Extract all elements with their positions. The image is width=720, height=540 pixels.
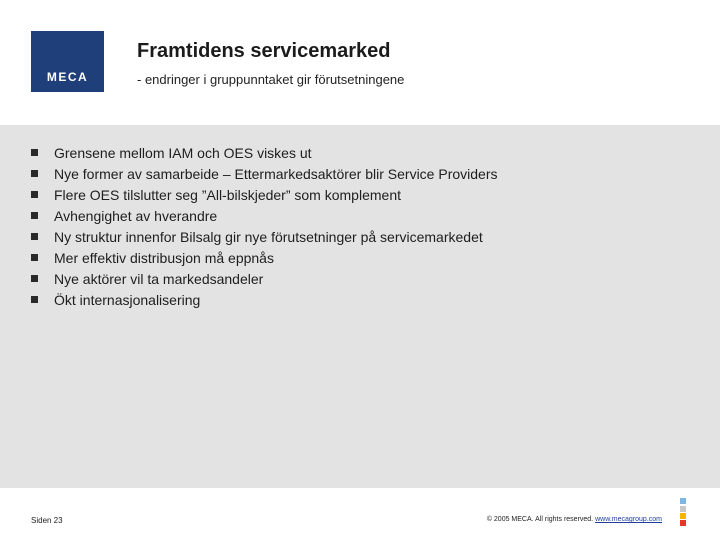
list-item [31,226,498,247]
bullet-list [31,142,498,310]
website-link[interactable]: www.mecagroup.com [595,516,662,523]
bullet-text: Grensene mellom IAM och OES viskes ut [54,144,312,161]
square-bullet-icon [31,212,38,219]
list-item [31,268,498,289]
bullet-text: Avhengighet av hverandre [54,207,218,224]
bullet-text: Nye former av samarbeide – Ettermarkedsaktörer blir Service Providers [54,165,498,182]
square-bullet-icon [31,254,38,261]
page-title: Framtidens servicemarked [137,40,391,62]
square-bullet-icon [31,275,38,282]
list-item [31,184,498,205]
square-bullet-icon [31,149,38,156]
bullet-text: Ny struktur innenfor Bilsalg gir nye förutsetninger på servicemarkedet [54,228,483,245]
list-item [31,142,498,163]
footer-copyright-line [487,516,662,523]
bullet-text: Nye aktörer vil ta markedsandeler [54,270,264,287]
meca-logo [31,31,104,92]
square-bullet-icon [31,170,38,177]
list-item [31,163,498,184]
list-item [31,247,498,268]
bullet-text: Mer effektiv distribusjon må eppnås [54,249,274,266]
page-subtitle: - endringer i gruppunntaket gir förutsetningene [137,72,405,87]
bullet-text: Flere OES tilslutter seg ”All-bilskjeder” som komplement [54,186,401,203]
bullet-text: Ökt internasjonalisering [54,291,201,308]
page-number: Siden 23 [31,516,63,525]
list-item [31,289,498,310]
square-bullet-icon [31,233,38,240]
decor-square-red-icon [680,520,686,526]
logo-text: MECA [46,70,89,84]
copyright-text: © 2005 MECA. All rights reserved. [486,516,594,523]
decor-square-blue-icon [680,498,686,504]
decor-square-gray-icon [680,506,686,512]
square-bullet-icon [31,191,38,198]
decor-square-yellow-icon [680,513,686,519]
list-item [31,205,498,226]
square-bullet-icon [31,296,38,303]
